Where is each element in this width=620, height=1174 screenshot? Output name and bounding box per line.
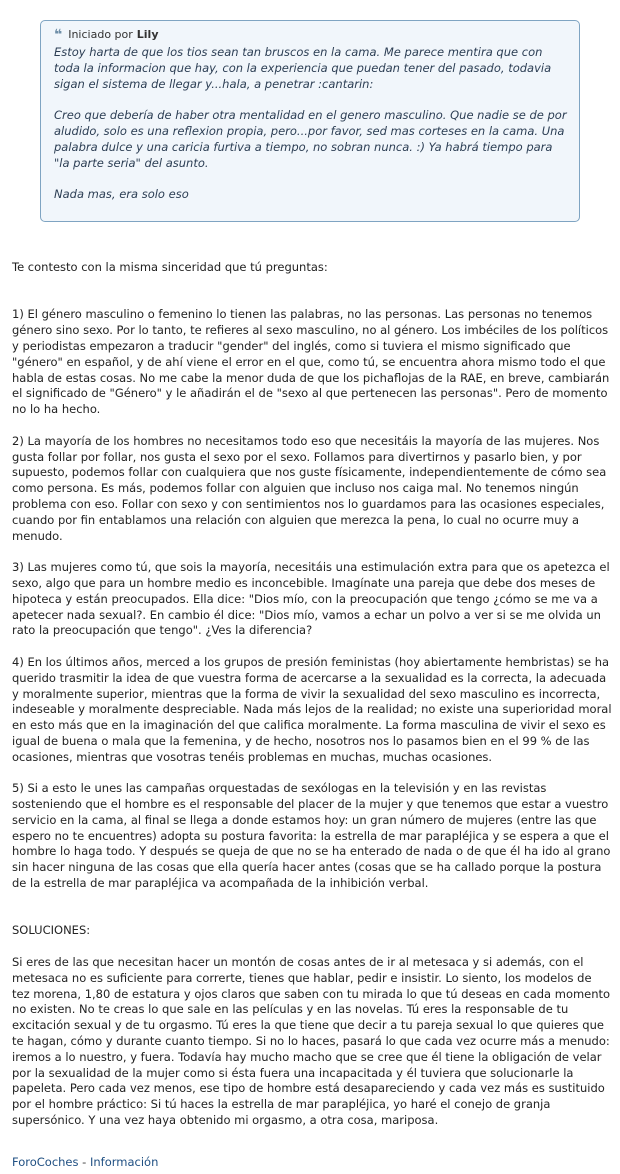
post-point: 5) Si a esto le unes las campañas orquestadas de sexólogas en la televisión y en las revistas sosteniendo que el hombre es el responsable del placer de la mujer y que tenemos que estar a vuestro servicio en la cama, al final se llega a donde estamos hoy: un gran número de mujeres (entre las que espero no te encuentres) adopta su postura favorita: la estrella de mar parapléjica y se espera a que el hombre lo haga todo. Y después se queja de que no se ha enterado de nada o de que él ha ido al grano sin hacer ninguna de las cosas que ella quería hacer antes (cosas que se ha callado porque la postura de la estrella de mar parapléjica va acompañada de la inhibición verbal. — [12, 781, 611, 891]
solutions-heading: SOLUCIONES: — [12, 923, 91, 938]
quote-paragraph: Estoy harta de que los tios sean tan bruscos en la cama. Me parece mentira que con toda la informacion que hay, con la experiencia que puedan tener del pasado, todavia sigan el sistema de llegar y...hala, a penetrar :cantarin: — [54, 45, 552, 91]
post-body — [12, 260, 612, 1145]
footer-info-link[interactable]: Información — [89, 1155, 159, 1169]
post-point: 1) El género masculino o femenino lo tienen las palabras, no las personas. Las personas no tenemos género sino sexo. Por lo tanto, te refieres al sexo masculino, no al género. Los imbéciles de los políticos y periodistas empezaron a traducir "gender" del inglés, como si tuviera el mismo significado que "género" en español, y de ahí viene el error en el que, como tú, se encuentra ahora mismo todo el que habla de estas cosas. No me cabe la menor duda de que los pichaflojas de la RAE, en breve, cambiarán el significado de "Género" y le añadirán el de "sexo al que pertenecen las personas". Pero de momento no lo ha hecho. — [12, 307, 610, 417]
post-intro: Te contesto con la misma sinceridad que tú preguntas: — [12, 260, 328, 274]
quote-started-by-label: Iniciado por — [68, 28, 133, 41]
post-point: 2) La mayoría de los hombres no necesitamos todo eso que necesitáis la mayoría de las mujeres. Nos gusta follar por follar, nos gusta el sexo por el sexo. Follamos para divertirnos y pasarlo bien, y por supuesto, podemos follar con cualquiera que nos guste físicamente, independientemente de cómo sea como persona. Es más, podemos follar con alguien que incluso nos caiga mal. No tenemos ningún problema con eso. Follar con sexo y con sentimientos nos lo guardamos para las ocasiones especiales, cuando por fin entablamos una relación con alguien que merezca la pena, lo cual no ocurre muy a menudo. — [12, 433, 607, 543]
footer-separator: - — [78, 1155, 90, 1169]
footer — [12, 1155, 158, 1169]
quote-author[interactable]: Lily — [136, 28, 159, 41]
quote-box — [40, 20, 580, 222]
solutions-text: Si eres de las que necesitan hacer un montón de cosas antes de ir al metesaca y si además, con el metesaca no es suficiente para correrte, tienes que hablar, pedir e insistir. Lo siento, los modelos de tez morena, 1,80 de estatura y ojos claros que saben con tu mirada lo que tú deseas en cada momento no existen. No te creas lo que sale en las películas y en las novelas. Tú eres la responsable de tu excitación sexual y de tu orgasmo. Tú eres la que tiene que decir a tu pareja sexual lo que quieres que te hagan, cómo y durante cuanto tiempo. Si no lo haces, pasará lo que cada vez ocurre más a menudo: iremos a lo nuestro, y fuera. Todavía hay mucho macho que se cree que él tiene la obligación de velar por la sexualidad de la mujer como si ésta fuera una incapacitada y él tuviera que solucionarle la papeleta. Pero cada vez menos, ese tipo de hombre está desapareciendo y cada vez más es sustituido por el hombre práctico: Si tú haces la estrella de mar parapléjica, yo haré el conejo de granja supersónico. Y una vez haya obtenido mi orgasmo, a otra cosa, mariposa. — [12, 955, 611, 1128]
quote-body — [54, 45, 567, 203]
quote-paragraph: Nada mas, era solo eso — [54, 187, 189, 202]
footer-site-link[interactable]: ForoCoches — [12, 1155, 79, 1169]
post-point: 4) En los últimos años, merced a los grupos de presión feministas (hoy abiertamente hembristas) se ha querido trasmitir la idea de que vuestra forma de acercarse a la sexualidad es la correcta, la adecuada y moralmente superior, mientras que la forma de vivir la sexualidad del sexo masculino es incorrecta, indeseable y moralmente despreciable. Nada más lejos de la realidad; no existe una superioridad moral en esto más que en la imaginación del que califica moralmente. La forma masculina de vivir el sexo es igual de buena o mala que la femenina, y de hecho, nosotros nos lo pasamos bien en el 99 % de las ocasiones, mientras que vosotras tenéis problemas en muchas, muchas ocasiones. — [12, 654, 612, 764]
quote-paragraph: Creo que debería de haber otra mentalidad en el genero masculino. Que nadie se de por aludido, solo es una reflexion propia, pero...por favor, sed mas corteses en la cama. Una palabra dulce y una caricia furtiva a tiempo, no sobran nunca. :) Ya habrá tiempo para "la parte seria" del asunto. — [54, 108, 567, 170]
post-point: 3) Las mujeres como tú, que sois la mayoría, necesitáis una estimulación extra para que os apetezca el sexo, algo que para un hombre medio es inconcebible. Imagínate una pareja que debe dos meses de hipoteca y están preocupados. Ella dice: "Dios mío, con la preocupación que tengo ¿cómo se me va a apetecer nada sexual?. En cambio él dice: "Dios mío, vamos a echar un polvo a ver si se me olvida un rato la preocupación que tengo". ¿Ves la diferencia? — [12, 560, 610, 638]
quote-header — [54, 28, 567, 42]
quote-marks-icon: ❝ — [54, 27, 63, 43]
